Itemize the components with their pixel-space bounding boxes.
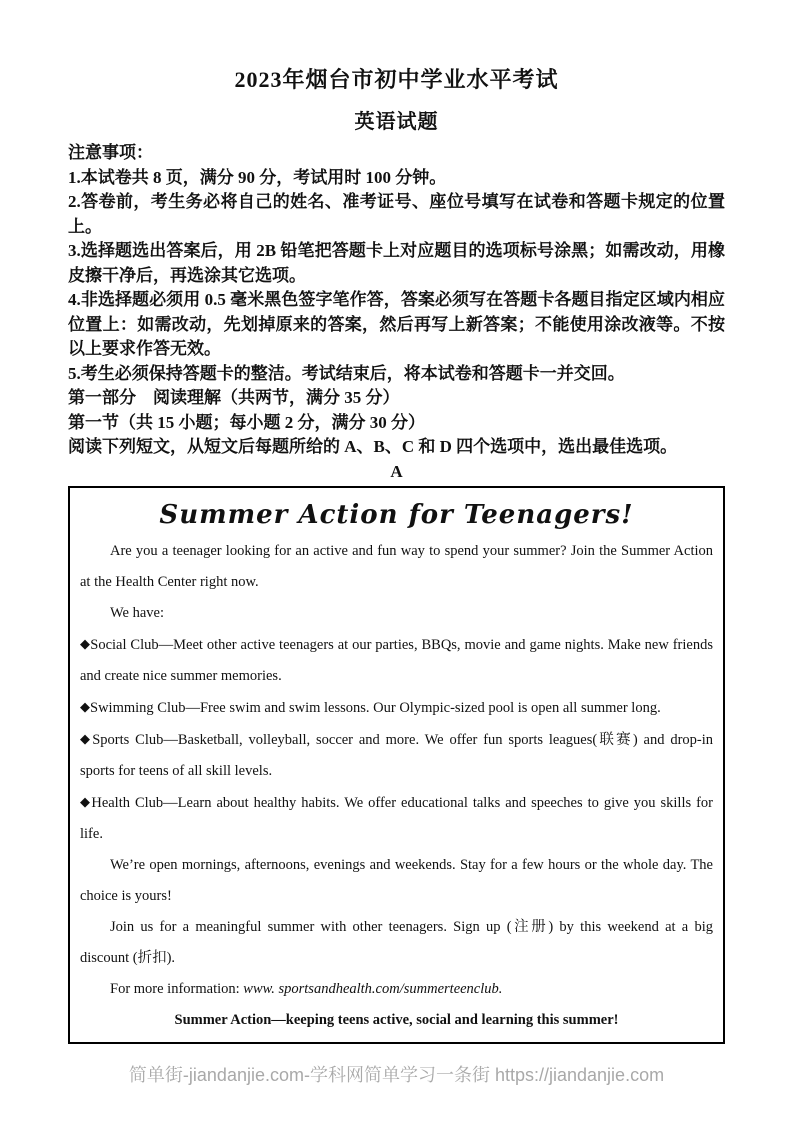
notice-item-2: 2.答卷前，考生务必将自己的姓名、准考证号、座位号填写在试卷和答题卡规定的位置上。 (68, 192, 725, 236)
reading-directions: 阅读下列短文，从短文后每题所给的 A、B、C 和 D 四个选项中，选出最佳选项。 (68, 437, 678, 456)
section-heading: 第一节（共 15 小题；每小题 2 分，满分 30 分） (68, 412, 425, 432)
passage-box (68, 486, 725, 1044)
footer-watermark: 简单街-jiandanjie.com-学科网简单学习一条街 https://jiandanjie.com (128, 1065, 665, 1085)
club-item-text: Swimming Club—Free swim and swim lessons. Our Olympic-sized pool is open all summer long. (90, 700, 661, 716)
club-item-swimming (80, 692, 713, 724)
passage-url: www. sportsandhealth.com/summerteenclub. (243, 981, 503, 997)
diamond-bullet-icon: ◆ (80, 637, 91, 652)
page-title: 2023年烟台市初中学业水平考试 (234, 67, 559, 92)
info-label: For more information: (110, 981, 244, 997)
diamond-bullet-icon: ◆ (80, 700, 90, 715)
passage-paragraph-join-us: Join us for a meaningful summer with other teenagers. Sign up (注册) by this weekend at a big discount (折扣). (80, 919, 713, 966)
club-item-text: Health Club—Learn about healthy habits. We offer educational talks and speeches to give you skills for life. (80, 795, 713, 842)
passage-paragraph-info (80, 974, 713, 1005)
part-heading: 第一部分 阅读理解（共两节，满分 35 分） (68, 388, 400, 407)
club-item-social (80, 629, 713, 692)
diamond-bullet-icon: ◆ (80, 732, 93, 747)
passage-paragraph-open-hours: We’re open mornings, afternoons, evenings and weekends. Stay for a few hours or the whole day. The choice is yours! (80, 857, 713, 904)
notice-item-3: 3.选择题选出答案后，用 2B 铅笔把答题卡上对应题目的选项标号涂黑；如需改动，用橡皮擦干净后，再选涂其它选项。 (68, 241, 725, 285)
notice-item-1: 1.本试卷共 8 页，满分 90 分，考试用时 100 分钟。 (68, 167, 447, 187)
reading-section-headings (68, 386, 725, 460)
notice-item-4: 4.非选择题必须用 0.5 毫米黑色签字笔作答，答案必须写在答题卡各题目指定区域内相应位置上：如需改动，先划掉原来的答案，然后再写上新答案；不能使用涂改液等。不按以上要求作答无效。 (68, 290, 725, 358)
club-item-health (80, 787, 713, 850)
notice-section (68, 141, 725, 386)
notice-heading: 注意事项： (68, 143, 153, 162)
passage-paragraph-we-have: We have: (110, 605, 164, 621)
diamond-bullet-icon: ◆ (80, 795, 92, 810)
club-item-sports (80, 724, 713, 787)
club-item-text: Social Club—Meet other active teenagers at our parties, BBQs, movie and game nights. Make new friends and create nice summer memories. (80, 637, 713, 684)
passage-title: Summer Action for Teenagers! (159, 500, 634, 530)
page-subtitle: 英语试题 (354, 111, 439, 133)
notice-item-5: 5.考生必须保持答题卡的整洁。考试结束后，将本试卷和答题卡一并交回。 (68, 363, 625, 383)
passage-label: A (390, 461, 403, 481)
passage-paragraph-intro: Are you a teenager looking for an active and fun way to spend your summer? Join the Summer Action at the Health Center right now. (80, 543, 713, 590)
club-item-text: Sports Club—Basketball, volleyball, soccer and more. We offer fun sports leagues(联赛) and drop-in sports for teens of all skill levels. (80, 732, 714, 779)
passage-slogan: Summer Action—keeping teens active, social and learning this summer! (174, 1012, 619, 1028)
